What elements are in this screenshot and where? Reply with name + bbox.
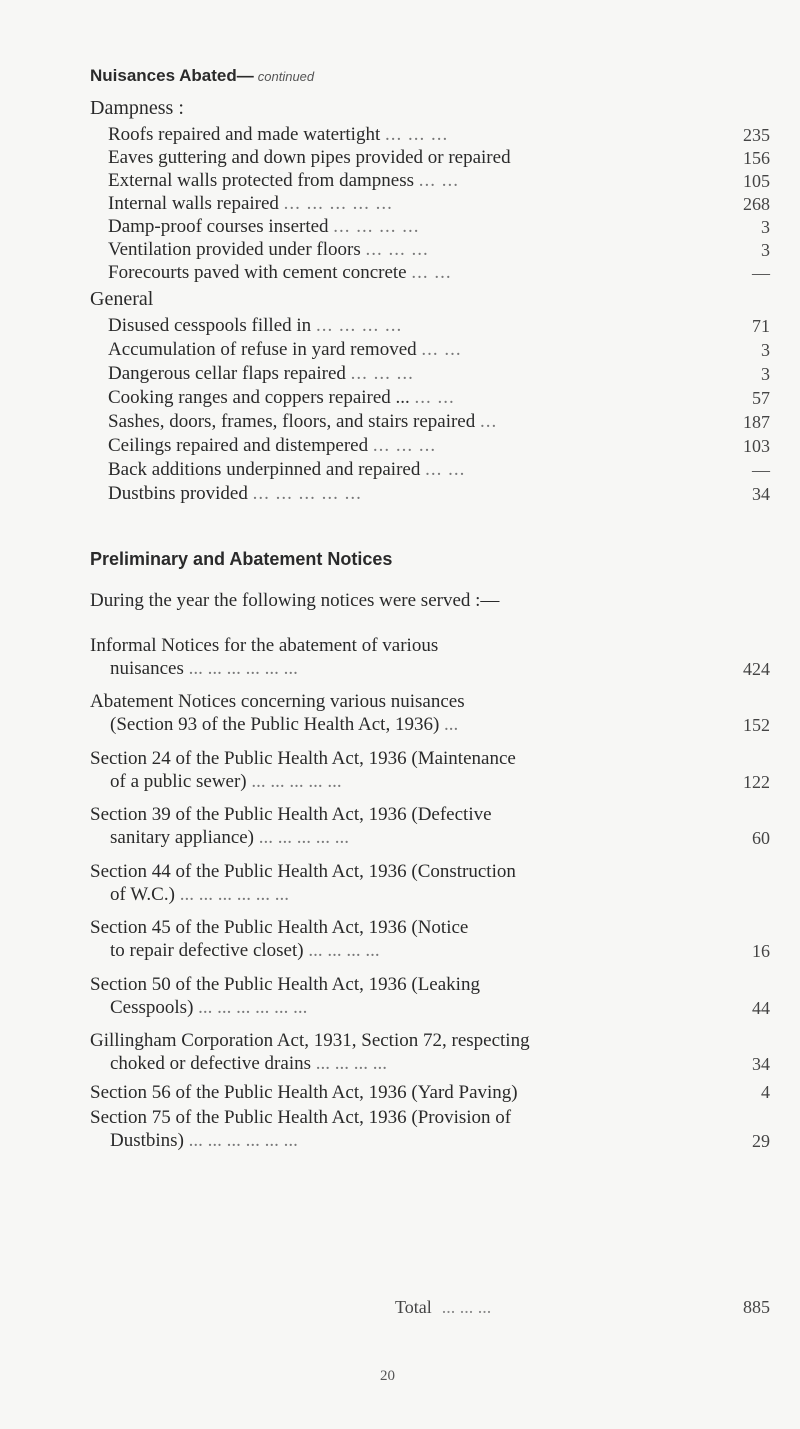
item-value: 3 xyxy=(761,217,770,237)
notice-item: Section 44 of the Public Health Act, 1936 (Construction of W.C.) ... ... ... ... ... ... xyxy=(90,861,516,905)
running-head-title: Nuisances Abated— xyxy=(90,66,254,85)
item-value: 60 xyxy=(752,828,770,848)
notices-heading: Preliminary and Abatement Notices xyxy=(90,549,393,569)
item-value: — xyxy=(752,263,770,283)
list-item: Internal walls repaired ... ... ... ... ... xyxy=(108,193,393,214)
item-value: 29 xyxy=(752,1131,770,1151)
item-value: 235 xyxy=(743,125,770,145)
notice-item: Section 56 of the Public Health Act, 1936 (Yard Paving) xyxy=(90,1082,518,1103)
list-item: Accumulation of refuse in yard removed ... ... xyxy=(108,339,462,360)
item-value: — xyxy=(752,460,770,480)
item-value: 424 xyxy=(743,659,770,679)
list-item: Dustbins provided ... ... ... ... ... xyxy=(108,483,362,504)
item-value: 103 xyxy=(743,436,770,456)
notice-item: Section 24 of the Public Health Act, 1936 (Maintenance of a public sewer) ... ... ... ... ... xyxy=(90,748,516,792)
item-value: 3 xyxy=(761,364,770,384)
item-value: 16 xyxy=(752,941,770,961)
item-value: 71 xyxy=(752,316,770,336)
item-value: 187 xyxy=(743,412,770,432)
item-value: 3 xyxy=(761,340,770,360)
general-heading: General xyxy=(90,288,154,310)
list-item: External walls protected from dampness ... ... xyxy=(108,170,460,191)
notice-item: Section 50 of the Public Health Act, 1936 (Leaking Cesspools) ... ... ... ... ... ... xyxy=(90,974,480,1018)
list-item: Damp-proof courses inserted ... ... ... ... xyxy=(108,216,420,237)
running-head-continued: continued xyxy=(257,69,315,84)
list-item: Ventilation provided under floors ... ... ... xyxy=(108,239,429,260)
page-number: 20 xyxy=(380,1368,395,1384)
item-value: 3 xyxy=(761,240,770,260)
notice-item: Section 75 of the Public Health Act, 1936 (Provision of Dustbins) ... ... ... ... ... ... xyxy=(90,1107,512,1151)
item-value: 4 xyxy=(761,1082,770,1102)
item-value: 122 xyxy=(743,772,770,792)
dampness-heading: Dampness : xyxy=(90,97,184,119)
list-item: Cooking ranges and coppers repaired ... ... ... xyxy=(108,387,455,408)
notice-item: Gillingham Corporation Act, 1931, Section 72, respecting choked or defective drains ... ... ... ... xyxy=(90,1030,530,1074)
item-value: 34 xyxy=(752,484,770,504)
item-value: 152 xyxy=(743,715,770,735)
notice-item: Abatement Notices concerning various nuisances (Section 93 of the Public Health Act, 1936) ... xyxy=(90,691,465,735)
item-value: 57 xyxy=(752,388,770,408)
list-item: Eaves guttering and down pipes provided or repaired xyxy=(108,147,511,168)
list-item: Ceilings repaired and distempered ... ... ... xyxy=(108,435,437,456)
item-value: 105 xyxy=(743,171,770,191)
total-value: 885 xyxy=(743,1297,770,1317)
running-head xyxy=(90,66,314,86)
list-item: Forecourts paved with cement concrete ... ... xyxy=(108,262,452,283)
notice-item: Informal Notices for the abatement of various nuisances ... ... ... ... ... ... xyxy=(90,635,439,679)
item-value: 268 xyxy=(743,194,770,214)
list-item: Back additions underpinned and repaired ... ... xyxy=(108,459,466,480)
list-item: Sashes, doors, frames, floors, and stairs repaired ... xyxy=(108,411,498,432)
notice-item: Section 39 of the Public Health Act, 1936 (Defective sanitary appliance) ... ... ... ... ... xyxy=(90,804,492,848)
total-label: Total ... ... ... xyxy=(395,1297,492,1317)
list-item: Roofs repaired and made watertight ... ... ... xyxy=(108,124,449,145)
item-value: 34 xyxy=(752,1054,770,1074)
notices-intro: During the year the following notices were served :— xyxy=(90,590,500,611)
item-value: 156 xyxy=(743,148,770,168)
list-item: Disused cesspools filled in ... ... ... ... xyxy=(108,315,403,336)
notice-item: Section 45 of the Public Health Act, 1936 (Notice to repair defective closet) ... ... ... ... xyxy=(90,917,469,961)
item-value: 44 xyxy=(752,998,770,1018)
list-item: Dangerous cellar flaps repaired ... ... ... xyxy=(108,363,414,384)
